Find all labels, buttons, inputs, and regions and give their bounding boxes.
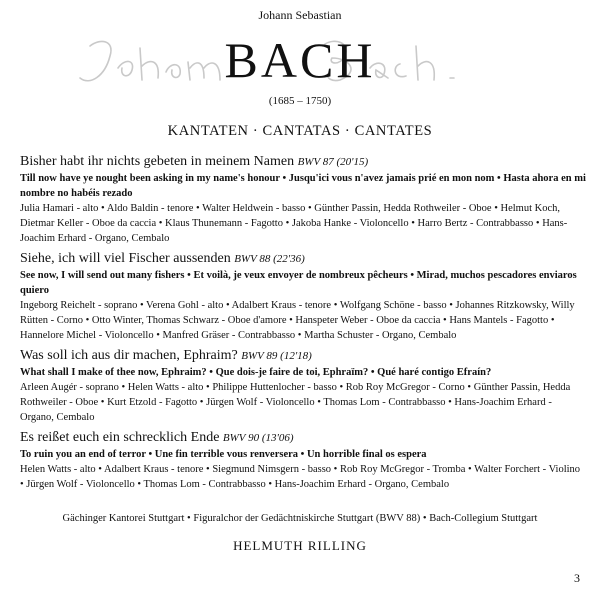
work-performers: Ingeborg Reichelt - soprano • Verena Gohl - alto • Adalbert Kraus - tenore • Wolfgang Schöne - basso • Johannes Ritzkowsky, Willy Rütten - Corno • Otto Winter, Thomas Schwarz - Oboe d'amore • Hanspeter Weber - Oboe da caccia • Hans Mantels - Fagotto • Hannelore Michel - Violoncello • Manfred Gräser - Contrabbasso • Martha Schuster - Organo, Cembalo — [20, 300, 575, 341]
works-list — [20, 153, 586, 496]
work-bwv: BWV 88 (22'36) — [234, 253, 305, 265]
work-title-line — [20, 250, 586, 268]
work-performers: Arleen Augér - soprano • Helen Watts - alto • Philippe Huttenlocher - basso • Rob Roy McGregor - Corno • Günther Passin, Hedda Rothweiler - Oboe • Kurt Etzold - Fagotto • Jürgen Wolf - Violoncello • Thomas Lom - Contrabbasso • Hans-Joachim Erhard - Organo, Cembalo — [20, 382, 571, 423]
work-bwv-89 — [20, 347, 586, 425]
collection-subtitle: KANTATEN · CANTATAS · CANTATES — [167, 123, 433, 139]
composer-dates: (1685 – 1750) — [268, 95, 332, 107]
work-performers: Helen Watts - alto • Adalbert Kraus - tenore • Siegmund Nimsgern - basso • Rob Roy McGregor - Tromba • Walter Forchert - Violino • Jürgen Wolf - Violoncello • Thomas Lom - Contrabbasso • Hans-Joachim Erhard - Organo, Cembalo — [20, 464, 581, 490]
work-title: Siehe, ich will viel Fischer aussenden — [20, 251, 231, 266]
work-translations: What shall I make of thee now, Ephraim? • Que dois-je faire de toi, Ephraïm? • Qué haré contigo Efraín? — [20, 367, 492, 378]
work-title: Es reißet euch ein schrecklich Ende — [20, 430, 220, 445]
page-number: 3 — [574, 571, 580, 585]
work-translations: To ruin you an end of terror • Une fin terrible vous renversera • Un horrible final os espera — [20, 449, 427, 460]
work-translations: See now, I will send out many fishers • Et voilà, je veux envoyer de nombreux pêcheurs • Mirad, muchos pescadores enviaros quiero — [20, 270, 577, 296]
work-title-line — [20, 429, 586, 447]
composer-last-name: BACH — [224, 32, 376, 88]
work-title: Was soll ich aus dir machen, Ephraim? — [20, 348, 238, 363]
work-translations: Till now have ye nought been asking in my name's honour • Jusqu'ici vous n'avez jamais prié en mon nom • Hasta ahora en mi nombre no habéis rezado — [20, 173, 586, 199]
work-bwv: BWV 90 (13'06) — [222, 432, 294, 444]
work-title-line — [20, 153, 586, 171]
work-performers: Julia Hamari - alto • Aldo Baldin - tenore • Walter Heldwein - basso • Günther Passin, Hedda Rothweiler - Oboe • Helmut Koch, Dietmar Keller - Oboe da caccia • Klaus Thunemann - Fagotto • Jakoba Hanke - Violoncello • Harro Bertz - Contrabbasso • Hans-Joachim Erhard - Organo, Cembalo — [20, 203, 568, 244]
work-title-line — [20, 347, 586, 365]
ensembles: Gächinger Kantorei Stuttgart • Figuralchor der Gedächtniskirche Stuttgart (BWV 88) • Bach-Collegium Stuttgart — [62, 513, 538, 524]
composer-first-name: Johann Sebastian — [258, 8, 342, 22]
work-bwv: BWV 89 (12'18) — [241, 350, 312, 362]
work-bwv-87 — [20, 153, 586, 246]
work-title: Bisher habt ihr nichts gebeten in meinem Namen — [20, 154, 295, 169]
work-bwv-88 — [20, 250, 586, 343]
work-bwv: BWV 87 (20'15) — [297, 156, 369, 168]
conductor: HELMUTH RILLING — [233, 538, 367, 553]
work-bwv-90 — [20, 429, 586, 492]
